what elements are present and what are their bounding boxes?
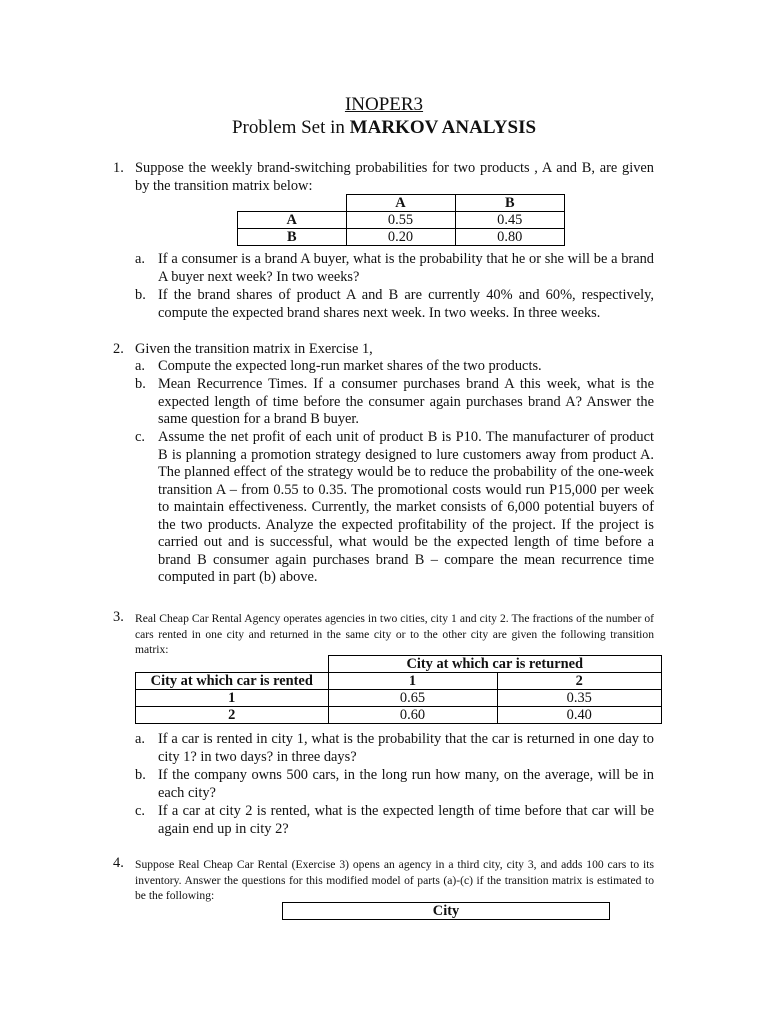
- city-3-transition-table: [282, 902, 610, 920]
- p1-item-b-text: If the brand shares of product A and B are currently 40% and 60%, respectively, compute the expected brand shares next week. In two weeks. In three weeks.: [158, 287, 654, 321]
- rented-city-header: City at which car is rented: [136, 673, 329, 690]
- cell-a-b: 0.45: [455, 212, 565, 229]
- row-header-city-1: 1: [136, 690, 329, 707]
- problem-1-intro: Suppose the weekly brand-switching probabilities for two products , A and B, are given by the transition matrix below:: [135, 160, 654, 194]
- p3-item-b-letter: b.: [135, 767, 146, 783]
- title-bold: MARKOV ANALYSIS: [349, 117, 537, 138]
- row-header-city-2: 2: [136, 707, 329, 724]
- p2-item-b-text: Mean Recurrence Times. If a consumer purchases brand A this week, what is the expected length of time before the consumer again purchases brand A? Answer the same question for a brand B buyer.: [158, 376, 654, 427]
- problem-1-number: 1.: [113, 160, 124, 176]
- problem-4-number: 4.: [113, 855, 124, 871]
- col-header-a: A: [346, 195, 455, 212]
- p2-item-b-letter: b.: [135, 376, 146, 392]
- p3-item-a-letter: a.: [135, 731, 145, 747]
- p3-item-c-letter: c.: [135, 803, 145, 819]
- p1-item-b-letter: b.: [135, 287, 146, 303]
- col-header-city-1: 1: [328, 673, 497, 690]
- city-header: City: [283, 903, 610, 920]
- col-header-city-2: 2: [497, 673, 662, 690]
- cell-b-b: 0.80: [455, 229, 565, 246]
- brand-transition-table: [237, 194, 565, 246]
- cell-1-1: 0.65: [328, 690, 497, 707]
- p2-item-a-text: Compute the expected long-run market shares of the two products.: [158, 358, 542, 374]
- problem-2-intro: Given the transition matrix in Exercise 1,: [135, 341, 373, 357]
- problem-2-number: 2.: [113, 341, 124, 357]
- cell-2-2: 0.40: [497, 707, 662, 724]
- problem-4-intro: Suppose Real Cheap Car Rental (Exercise 3) opens an agency in a third city, city 3, and adds 100 cars to its inventory. Answer the questions for this modified model of parts (a)-(c) if the transition matrix is estimated to be the following:: [135, 858, 654, 902]
- problem-3-intro: Real Cheap Car Rental Agency operates agencies in two cities, city 1 and city 2. The fractions of the number of cars rented in one city and returned in the same city or to the other city are given the following transition matrix:: [135, 612, 654, 656]
- car-rental-transition-table: [135, 655, 662, 724]
- cell-2-1: 0.60: [328, 707, 497, 724]
- p3-item-b-text: If the company owns 500 cars, in the long run how many, on the average, will be in each city?: [158, 767, 654, 801]
- p2-item-c-letter: c.: [135, 429, 145, 445]
- p1-item-a-letter: a.: [135, 251, 145, 267]
- returned-city-header: City at which car is returned: [328, 656, 662, 673]
- table-corner: [238, 195, 347, 212]
- row-header-a: A: [238, 212, 347, 229]
- table-corner: [136, 656, 329, 673]
- p3-item-c-text: If a car at city 2 is rented, what is the expected length of time before that car will be again end up in city 2?: [158, 803, 654, 837]
- title-prefix: Problem Set in: [231, 117, 345, 138]
- p3-item-a-text: If a car is rented in city 1, what is the probability that the car is returned in one day to city 1? in two days? in three days?: [158, 731, 654, 765]
- p2-item-c-text: Assume the net profit of each unit of product B is P10. The manufacturer of product B is planning a promotion strategy designed to lure customers away from product A. The planned effect of the strategy would be to reduce the probability of the one-week transition A – from 0.55 to 0.35. The promotional costs would run P15,000 per week to maintain effectiveness. Currently, the market consists of 6,000 potential buyers of the two products. Analyze the expected profitability of the project. If the project is carried out and is successful, what would be the expected length of time before a brand B consumer again purchases brand B – compare the mean recurrence time computed in part (b) above.: [158, 429, 654, 585]
- row-header-b: B: [238, 229, 347, 246]
- col-header-b: B: [455, 195, 565, 212]
- document-code: INOPER3: [344, 94, 424, 115]
- p1-item-a-text: If a consumer is a brand A buyer, what is the probability that he or she will be a brand A buyer next week? In two weeks?: [158, 251, 654, 285]
- problem-3-number: 3.: [113, 609, 124, 625]
- p2-item-a-letter: a.: [135, 358, 145, 374]
- document-title: [0, 117, 768, 139]
- cell-b-a: 0.20: [346, 229, 455, 246]
- cell-a-a: 0.55: [346, 212, 455, 229]
- cell-1-2: 0.35: [497, 690, 662, 707]
